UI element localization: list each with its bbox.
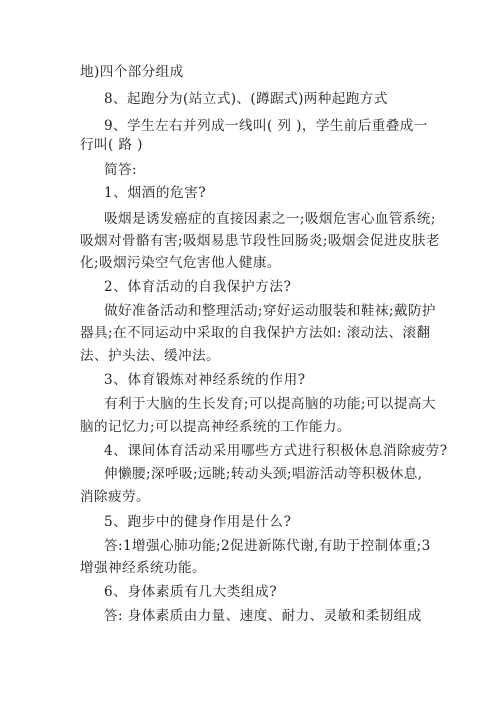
question-heading: 5、跑步中的健身作用是什么?: [104, 514, 292, 530]
question-heading: 3、体育锻炼对神经系统的作用?: [104, 372, 306, 388]
question-heading: 6、身体素质有几大类组成?: [104, 584, 278, 600]
question-heading: 2、体育活动的自我保护方法?: [104, 279, 292, 295]
text-line: 消除疲劳。: [80, 489, 150, 505]
question-heading: 1、烟酒的危害?: [104, 185, 207, 201]
text-line: 答: 身体素质由力量、速度、耐力、灵敏和柔韧组成: [104, 608, 422, 624]
question-heading: 4、课间体育活动采用哪些方式进行积极休息消除疲劳?: [104, 443, 448, 459]
text-line: 9、学生左右并列成一线叫( 列 )，学生前后重叠成一: [104, 118, 428, 134]
text-line: 做好准备活动和整理活动;穿好运动服装和鞋袜;戴防护: [104, 303, 436, 319]
text-line: 化;吸烟污染空气危害他人健康。: [80, 255, 281, 271]
text-line: 脑的记忆力;可以提高神经系统的工作能力。: [80, 419, 351, 435]
text-line: 答:1增强心肺功能;2促进新陈代谢,有助于控制体重;3: [104, 538, 431, 554]
text-line: 器具;在不同运动中采取的自我保护方法如: 滚动法、滚翻: [80, 325, 431, 341]
text-line: 8、起跑分为(站立式)、(蹲踞式)两种起跑方式: [104, 91, 388, 107]
text-line: 法、护头法、缓冲法。: [80, 348, 220, 364]
text-line: 地)四个部分组成: [80, 64, 184, 80]
text-line: 增强神经系统功能。: [80, 560, 206, 576]
text-line: 有利于大脑的生长发育;可以提高脑的功能;可以提高大: [104, 396, 436, 412]
text-line: 吸烟是诱发癌症的直接因素之一;吸烟危害心血管系统;: [104, 211, 436, 227]
text-line: 行叫( 路 ): [80, 137, 143, 153]
text-line: 伸懒腰;深呼吸;远眺;转动头颈;唱游活动等积极休息,: [104, 466, 423, 482]
text-line: 吸烟对骨骼有害;吸烟易患节段性回肠炎;吸烟会促进皮肤老: [80, 233, 440, 249]
section-heading: 简答:: [104, 162, 137, 178]
